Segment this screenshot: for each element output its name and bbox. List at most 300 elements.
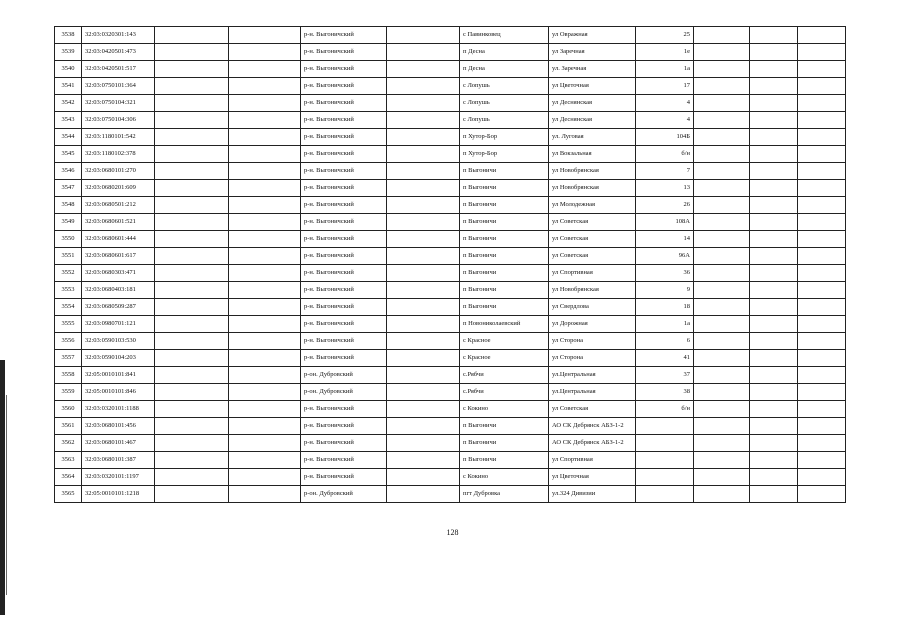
cadastral-number: 32:03:0680601:521 — [82, 214, 155, 231]
house-number — [636, 418, 694, 435]
settlement: с Красное — [460, 333, 549, 350]
empty-cell — [387, 61, 460, 78]
street: ул Сторона — [549, 350, 636, 367]
empty-cell — [798, 452, 846, 469]
table-row — [55, 384, 846, 401]
registry-rows — [55, 27, 846, 503]
row-number: 3548 — [55, 197, 82, 214]
house-number: 13 — [636, 180, 694, 197]
empty-cell — [750, 299, 798, 316]
empty-cell — [155, 469, 229, 486]
street: ул Советская — [549, 401, 636, 418]
street: ул Спортивная — [549, 265, 636, 282]
empty-cell — [229, 265, 301, 282]
district: р-он. Дубровский — [301, 367, 387, 384]
empty-cell — [387, 129, 460, 146]
district: р-н. Выгоничский — [301, 146, 387, 163]
table-row — [55, 44, 846, 61]
street: ул.Центральная — [549, 384, 636, 401]
empty-cell — [155, 129, 229, 146]
row-number: 3541 — [55, 78, 82, 95]
empty-cell — [798, 384, 846, 401]
settlement: п Новониколаевский — [460, 316, 549, 333]
empty-cell — [155, 231, 229, 248]
street: ул Деснянская — [549, 95, 636, 112]
empty-cell — [229, 61, 301, 78]
empty-cell — [155, 418, 229, 435]
table-row — [55, 282, 846, 299]
cadastral-number: 32:03:0590103:530 — [82, 333, 155, 350]
empty-cell — [694, 401, 750, 418]
house-number — [636, 452, 694, 469]
cadastral-number: 32:03:0420501:473 — [82, 44, 155, 61]
empty-cell — [387, 367, 460, 384]
table-row — [55, 163, 846, 180]
settlement: п Выгоничи — [460, 214, 549, 231]
cadastral-number: 32:03:0320101:1188 — [82, 401, 155, 418]
cadastral-number: 32:03:0680201:609 — [82, 180, 155, 197]
empty-cell — [798, 265, 846, 282]
empty-cell — [798, 163, 846, 180]
row-number: 3551 — [55, 248, 82, 265]
row-number: 3555 — [55, 316, 82, 333]
empty-cell — [229, 95, 301, 112]
street: ул Советская — [549, 248, 636, 265]
district: р-н. Выгоничский — [301, 44, 387, 61]
empty-cell — [387, 197, 460, 214]
empty-cell — [694, 435, 750, 452]
registry-table — [54, 26, 846, 503]
empty-cell — [229, 129, 301, 146]
empty-cell — [155, 299, 229, 316]
row-number: 3561 — [55, 418, 82, 435]
empty-cell — [387, 180, 460, 197]
empty-cell — [798, 401, 846, 418]
empty-cell — [750, 486, 798, 503]
house-number: 7 — [636, 163, 694, 180]
empty-cell — [694, 452, 750, 469]
row-number: 3549 — [55, 214, 82, 231]
empty-cell — [750, 469, 798, 486]
empty-cell — [750, 350, 798, 367]
empty-cell — [229, 367, 301, 384]
settlement: п Выгоничи — [460, 418, 549, 435]
house-number: 26 — [636, 197, 694, 214]
house-number: 14 — [636, 231, 694, 248]
empty-cell — [798, 316, 846, 333]
empty-cell — [750, 129, 798, 146]
empty-cell — [798, 299, 846, 316]
row-number: 3544 — [55, 129, 82, 146]
empty-cell — [694, 384, 750, 401]
empty-cell — [694, 333, 750, 350]
table-row — [55, 350, 846, 367]
empty-cell — [694, 61, 750, 78]
empty-cell — [387, 316, 460, 333]
empty-cell — [229, 248, 301, 265]
cadastral-number: 32:03:0750104:306 — [82, 112, 155, 129]
empty-cell — [750, 112, 798, 129]
row-number: 3543 — [55, 112, 82, 129]
empty-cell — [387, 231, 460, 248]
empty-cell — [387, 486, 460, 503]
district: р-н. Выгоничский — [301, 231, 387, 248]
settlement: с.Рябчи — [460, 367, 549, 384]
house-number: 37 — [636, 367, 694, 384]
empty-cell — [387, 435, 460, 452]
district: р-н. Выгоничский — [301, 27, 387, 44]
street: ул Спортивная — [549, 452, 636, 469]
settlement: с Павинковец — [460, 27, 549, 44]
empty-cell — [155, 333, 229, 350]
empty-cell — [694, 486, 750, 503]
empty-cell — [229, 418, 301, 435]
house-number: 1а — [636, 316, 694, 333]
empty-cell — [387, 333, 460, 350]
row-number: 3562 — [55, 435, 82, 452]
empty-cell — [155, 214, 229, 231]
empty-cell — [750, 265, 798, 282]
district: р-н. Выгоничский — [301, 316, 387, 333]
house-number: 25 — [636, 27, 694, 44]
table-row — [55, 248, 846, 265]
district: р-н. Выгоничский — [301, 129, 387, 146]
table-row — [55, 180, 846, 197]
empty-cell — [229, 112, 301, 129]
empty-cell — [155, 401, 229, 418]
empty-cell — [387, 418, 460, 435]
empty-cell — [750, 146, 798, 163]
empty-cell — [229, 316, 301, 333]
empty-cell — [798, 112, 846, 129]
house-number: 38 — [636, 384, 694, 401]
settlement: пгт Дубровка — [460, 486, 549, 503]
empty-cell — [155, 316, 229, 333]
street: ул Советская — [549, 214, 636, 231]
house-number: 1е — [636, 44, 694, 61]
empty-cell — [694, 248, 750, 265]
street: ул Новобрянская — [549, 282, 636, 299]
table-row — [55, 112, 846, 129]
settlement: п Хутор-Бор — [460, 146, 549, 163]
settlement: с Красное — [460, 350, 549, 367]
empty-cell — [798, 350, 846, 367]
empty-cell — [229, 333, 301, 350]
empty-cell — [798, 44, 846, 61]
empty-cell — [750, 367, 798, 384]
house-number: 4 — [636, 112, 694, 129]
empty-cell — [155, 27, 229, 44]
empty-cell — [155, 435, 229, 452]
empty-cell — [155, 452, 229, 469]
house-number: 6 — [636, 333, 694, 350]
empty-cell — [387, 282, 460, 299]
street: ул Заречная — [549, 44, 636, 61]
empty-cell — [694, 180, 750, 197]
empty-cell — [798, 333, 846, 350]
street: ул Сторона — [549, 333, 636, 350]
empty-cell — [155, 367, 229, 384]
empty-cell — [229, 401, 301, 418]
empty-cell — [155, 61, 229, 78]
empty-cell — [694, 129, 750, 146]
cadastral-number: 32:03:0680601:617 — [82, 248, 155, 265]
empty-cell — [750, 163, 798, 180]
cadastral-number: 32:03:0320301:143 — [82, 27, 155, 44]
empty-cell — [798, 214, 846, 231]
settlement: с Лопушь — [460, 78, 549, 95]
row-number: 3556 — [55, 333, 82, 350]
street: ул Свердлова — [549, 299, 636, 316]
empty-cell — [155, 44, 229, 61]
empty-cell — [750, 180, 798, 197]
street: ул Новобрянская — [549, 163, 636, 180]
house-number: 96А — [636, 248, 694, 265]
street: ул Цветочная — [549, 469, 636, 486]
empty-cell — [694, 27, 750, 44]
empty-cell — [229, 163, 301, 180]
empty-cell — [750, 95, 798, 112]
empty-cell — [155, 78, 229, 95]
district: р-н. Выгоничский — [301, 248, 387, 265]
empty-cell — [750, 214, 798, 231]
row-number: 3547 — [55, 180, 82, 197]
street: ул Вокзальная — [549, 146, 636, 163]
empty-cell — [229, 27, 301, 44]
street: ул. Заречная — [549, 61, 636, 78]
empty-cell — [387, 112, 460, 129]
district: р-он. Дубровский — [301, 384, 387, 401]
settlement: с Лопушь — [460, 112, 549, 129]
cadastral-number: 32:03:0750104:321 — [82, 95, 155, 112]
settlement: п Выгоничи — [460, 180, 549, 197]
empty-cell — [387, 248, 460, 265]
house-number — [636, 469, 694, 486]
street: ул.324 Дивизии — [549, 486, 636, 503]
empty-cell — [798, 367, 846, 384]
empty-cell — [750, 61, 798, 78]
empty-cell — [155, 486, 229, 503]
street: ул. Луговая — [549, 129, 636, 146]
row-number: 3540 — [55, 61, 82, 78]
row-number: 3542 — [55, 95, 82, 112]
cadastral-number: 32:03:0750101:364 — [82, 78, 155, 95]
cadastral-number: 32:03:0680101:270 — [82, 163, 155, 180]
street: ул Дорожная — [549, 316, 636, 333]
row-number: 3538 — [55, 27, 82, 44]
row-number: 3564 — [55, 469, 82, 486]
empty-cell — [694, 78, 750, 95]
empty-cell — [387, 350, 460, 367]
street: ул Новобрянская — [549, 180, 636, 197]
empty-cell — [694, 418, 750, 435]
empty-cell — [229, 282, 301, 299]
settlement: п Выгоничи — [460, 231, 549, 248]
empty-cell — [798, 197, 846, 214]
settlement: с Кокино — [460, 469, 549, 486]
street: АО СК Дебрянск АБЗ-1-2 — [549, 418, 636, 435]
table-row — [55, 95, 846, 112]
empty-cell — [750, 44, 798, 61]
settlement: п Десна — [460, 61, 549, 78]
empty-cell — [155, 248, 229, 265]
empty-cell — [155, 95, 229, 112]
district: р-н. Выгоничский — [301, 350, 387, 367]
district: р-н. Выгоничский — [301, 299, 387, 316]
empty-cell — [155, 197, 229, 214]
street: ул Цветочная — [549, 78, 636, 95]
empty-cell — [155, 146, 229, 163]
street: ул Деснянская — [549, 112, 636, 129]
cadastral-number: 32:05:0010101:1218 — [82, 486, 155, 503]
settlement: п Выгоничи — [460, 197, 549, 214]
empty-cell — [798, 248, 846, 265]
empty-cell — [798, 61, 846, 78]
cadastral-number: 32:03:0980701:121 — [82, 316, 155, 333]
table-row — [55, 61, 846, 78]
house-number: б/н — [636, 146, 694, 163]
table-row — [55, 469, 846, 486]
empty-cell — [750, 197, 798, 214]
empty-cell — [387, 452, 460, 469]
cadastral-number: 32:03:1180101:542 — [82, 129, 155, 146]
district: р-н. Выгоничский — [301, 180, 387, 197]
district: р-н. Выгоничский — [301, 163, 387, 180]
row-number: 3545 — [55, 146, 82, 163]
empty-cell — [229, 146, 301, 163]
empty-cell — [387, 469, 460, 486]
table-row — [55, 316, 846, 333]
district: р-н. Выгоничский — [301, 95, 387, 112]
row-number: 3565 — [55, 486, 82, 503]
empty-cell — [229, 231, 301, 248]
table-row — [55, 231, 846, 248]
empty-cell — [750, 401, 798, 418]
cadastral-number: 32:03:0680501:212 — [82, 197, 155, 214]
empty-cell — [229, 214, 301, 231]
settlement: п Хутор-Бор — [460, 129, 549, 146]
empty-cell — [229, 197, 301, 214]
settlement: п Выгоничи — [460, 265, 549, 282]
empty-cell — [229, 78, 301, 95]
empty-cell — [229, 350, 301, 367]
house-number: 17 — [636, 78, 694, 95]
empty-cell — [387, 384, 460, 401]
empty-cell — [155, 265, 229, 282]
empty-cell — [387, 27, 460, 44]
cadastral-number: 32:05:0010101:846 — [82, 384, 155, 401]
district: р-н. Выгоничский — [301, 112, 387, 129]
settlement: п Выгоничи — [460, 282, 549, 299]
empty-cell — [798, 27, 846, 44]
empty-cell — [694, 44, 750, 61]
cadastral-number: 32:03:0590104:203 — [82, 350, 155, 367]
empty-cell — [750, 248, 798, 265]
cadastral-number: 32:03:0680101:456 — [82, 418, 155, 435]
empty-cell — [750, 282, 798, 299]
empty-cell — [155, 180, 229, 197]
settlement: с Кокино — [460, 401, 549, 418]
table-row — [55, 452, 846, 469]
empty-cell — [694, 469, 750, 486]
table-row — [55, 214, 846, 231]
row-number: 3539 — [55, 44, 82, 61]
empty-cell — [750, 78, 798, 95]
house-number: б/н — [636, 401, 694, 418]
district: р-н. Выгоничский — [301, 469, 387, 486]
cadastral-number: 32:03:0680403:181 — [82, 282, 155, 299]
empty-cell — [750, 231, 798, 248]
district: р-н. Выгоничский — [301, 418, 387, 435]
empty-cell — [798, 486, 846, 503]
empty-cell — [750, 452, 798, 469]
row-number: 3558 — [55, 367, 82, 384]
empty-cell — [229, 435, 301, 452]
empty-cell — [387, 78, 460, 95]
row-number: 3553 — [55, 282, 82, 299]
house-number: 4 — [636, 95, 694, 112]
row-number: 3560 — [55, 401, 82, 418]
cadastral-number: 32:03:0680101:467 — [82, 435, 155, 452]
empty-cell — [694, 112, 750, 129]
cadastral-number: 32:03:0320101:1197 — [82, 469, 155, 486]
empty-cell — [229, 452, 301, 469]
table-row — [55, 299, 846, 316]
empty-cell — [155, 163, 229, 180]
empty-cell — [229, 384, 301, 401]
table-row — [55, 418, 846, 435]
cadastral-number: 32:03:0680101:387 — [82, 452, 155, 469]
empty-cell — [694, 163, 750, 180]
empty-cell — [750, 418, 798, 435]
street: ул Молодежная — [549, 197, 636, 214]
scan-edge-mark — [0, 360, 5, 615]
empty-cell — [750, 316, 798, 333]
settlement: с Лопушь — [460, 95, 549, 112]
empty-cell — [798, 180, 846, 197]
street: ул Овражная — [549, 27, 636, 44]
house-number: 41 — [636, 350, 694, 367]
empty-cell — [229, 486, 301, 503]
empty-cell — [798, 418, 846, 435]
district: р-он. Дубровский — [301, 486, 387, 503]
row-number: 3552 — [55, 265, 82, 282]
empty-cell — [155, 384, 229, 401]
house-number: 18 — [636, 299, 694, 316]
district: р-н. Выгоничский — [301, 78, 387, 95]
empty-cell — [387, 265, 460, 282]
settlement: п Выгоничи — [460, 435, 549, 452]
house-number — [636, 486, 694, 503]
district: р-н. Выгоничский — [301, 452, 387, 469]
empty-cell — [155, 350, 229, 367]
table-row — [55, 435, 846, 452]
empty-cell — [798, 146, 846, 163]
settlement: п Выгоничи — [460, 163, 549, 180]
empty-cell — [694, 197, 750, 214]
empty-cell — [387, 163, 460, 180]
settlement: п Выгоничи — [460, 299, 549, 316]
empty-cell — [750, 27, 798, 44]
empty-cell — [798, 435, 846, 452]
empty-cell — [387, 401, 460, 418]
table-row — [55, 401, 846, 418]
house-number: 104Б — [636, 129, 694, 146]
cadastral-number: 32:03:0680601:444 — [82, 231, 155, 248]
district: р-н. Выгоничский — [301, 197, 387, 214]
district: р-н. Выгоничский — [301, 333, 387, 350]
empty-cell — [750, 435, 798, 452]
